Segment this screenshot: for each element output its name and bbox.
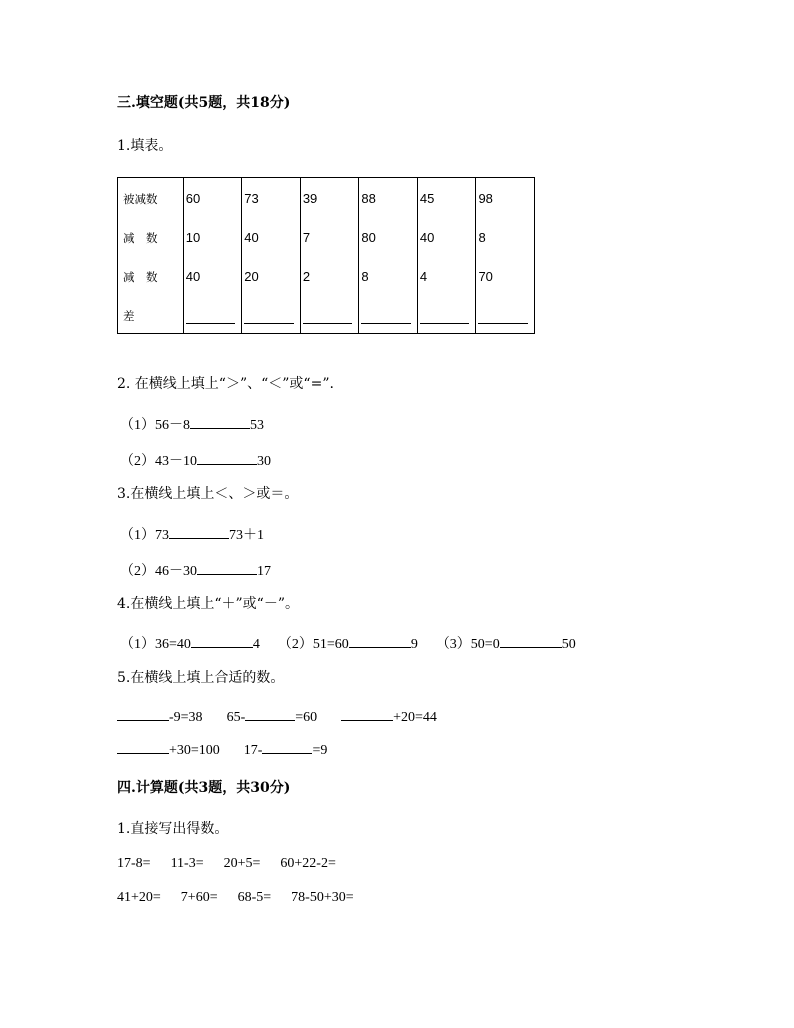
answer-blank[interactable]	[361, 323, 411, 324]
answer-blank[interactable]	[169, 524, 229, 539]
q3-item	[120, 524, 264, 545]
section3-heading: 三.填空题(共5题，共18分)	[117, 95, 291, 111]
answer-blank[interactable]	[186, 323, 236, 324]
table-column	[417, 178, 476, 333]
q3-item-compare: 73＋1	[229, 528, 264, 543]
calc-item: 60+22-2=	[280, 856, 336, 871]
table-cell: 80	[361, 230, 376, 245]
answer-blank[interactable]	[197, 560, 257, 575]
calc-item: 11-3=	[170, 856, 204, 871]
calc-row	[117, 855, 336, 873]
calc-item: 17-8=	[117, 856, 151, 871]
q2-item-expression: （2）43－10	[120, 454, 197, 469]
q5-row	[117, 706, 437, 727]
table-cell: 2	[302, 269, 311, 284]
table-cell: 7	[302, 230, 311, 245]
calc-item: 41+20=	[117, 890, 161, 905]
q5-row	[117, 739, 327, 760]
table-label-difference: 差	[123, 309, 135, 323]
q2-item	[120, 414, 264, 435]
table-column	[183, 178, 242, 333]
q2-item-compare: 53	[250, 418, 264, 433]
table-column	[241, 178, 300, 333]
q3-item	[120, 560, 271, 581]
q1-title: 1.填表。	[117, 138, 173, 154]
table-cell: 40	[185, 269, 201, 284]
table-cell: 4	[419, 269, 428, 284]
q5-equation: +20=44	[393, 710, 437, 725]
calc-item: 68-5=	[237, 890, 272, 905]
q5-equation: =60	[295, 710, 318, 725]
table-cell: 8	[361, 269, 369, 284]
table-cell: 98	[478, 191, 493, 206]
answer-blank[interactable]	[191, 633, 253, 648]
answer-blank[interactable]	[244, 323, 294, 324]
answer-blank[interactable]	[190, 414, 250, 429]
q4-title: 4.在横线上填上“＋”或“－”。	[117, 596, 299, 612]
q4-item-expression: （1）36=40	[120, 637, 191, 652]
table-label-subtrahend: 减 数	[123, 231, 158, 245]
q3-item-expression: （1）73	[120, 528, 169, 543]
table-column	[358, 178, 417, 333]
answer-blank[interactable]	[117, 706, 169, 721]
fill-table	[117, 177, 535, 334]
q5-equation: +30=100	[169, 743, 220, 758]
q5-title: 5.在横线上填上合适的数。	[117, 670, 285, 686]
q5-equation-prefix: 65-	[226, 710, 246, 725]
table-cell: 8	[478, 230, 486, 245]
q2-item-expression: （1）56－8	[120, 418, 190, 433]
calc-q1-title: 1.直接写出得数。	[117, 821, 229, 837]
q3-item-compare: 17	[257, 564, 271, 579]
section4-heading: 四.计算题(共3题，共30分)	[117, 780, 291, 796]
answer-blank[interactable]	[500, 633, 562, 648]
q2-item	[120, 450, 271, 471]
q3-item-expression: （2）46－30	[120, 564, 197, 579]
q2-title: 2. 在横线上填上“＞”、“＜”或“=”.	[117, 376, 334, 392]
table-cell: 88	[361, 191, 376, 206]
answer-blank[interactable]	[349, 633, 411, 648]
calc-row	[117, 889, 354, 907]
answer-blank[interactable]	[117, 739, 169, 754]
q5-equation-prefix: 17-	[243, 743, 263, 758]
q5-equation: -9=38	[169, 710, 203, 725]
answer-blank[interactable]	[245, 706, 295, 721]
q4-item-expression: （3）50=0	[435, 637, 500, 652]
table-cell: 40	[244, 230, 259, 245]
table-label-minuend: 被减数	[123, 192, 158, 206]
table-cell: 20	[244, 269, 259, 284]
table-column	[300, 178, 359, 333]
calc-item: 20+5=	[223, 856, 261, 871]
table-cell: 10	[185, 230, 201, 245]
table-cell: 40	[419, 230, 435, 245]
q2-item-compare: 30	[257, 454, 271, 469]
q3-title: 3.在横线上填上＜、＞或＝。	[117, 486, 299, 502]
table-cell: 39	[302, 191, 318, 206]
answer-blank[interactable]	[478, 323, 528, 324]
answer-blank[interactable]	[303, 323, 353, 324]
calc-item: 7+60=	[180, 890, 218, 905]
table-label-subtrahend: 减 数	[123, 270, 158, 284]
answer-blank[interactable]	[197, 450, 257, 465]
table-cell: 70	[478, 269, 493, 284]
q4-items	[120, 633, 576, 654]
q5-equation: =9	[312, 743, 328, 758]
answer-blank[interactable]	[262, 739, 312, 754]
q4-item-result: 4	[252, 637, 260, 652]
table-cell: 73	[244, 191, 259, 206]
q4-item-expression: （2）51=60	[277, 637, 349, 652]
table-column	[475, 178, 534, 333]
table-cell: 60	[185, 191, 201, 206]
answer-blank[interactable]	[341, 706, 393, 721]
calc-item: 78-50+30=	[291, 890, 354, 905]
q4-item-result: 50	[561, 637, 576, 652]
q4-item-result: 9	[410, 637, 418, 652]
table-cell: 45	[419, 191, 435, 206]
answer-blank[interactable]	[420, 323, 470, 324]
table-label-column	[118, 178, 183, 333]
